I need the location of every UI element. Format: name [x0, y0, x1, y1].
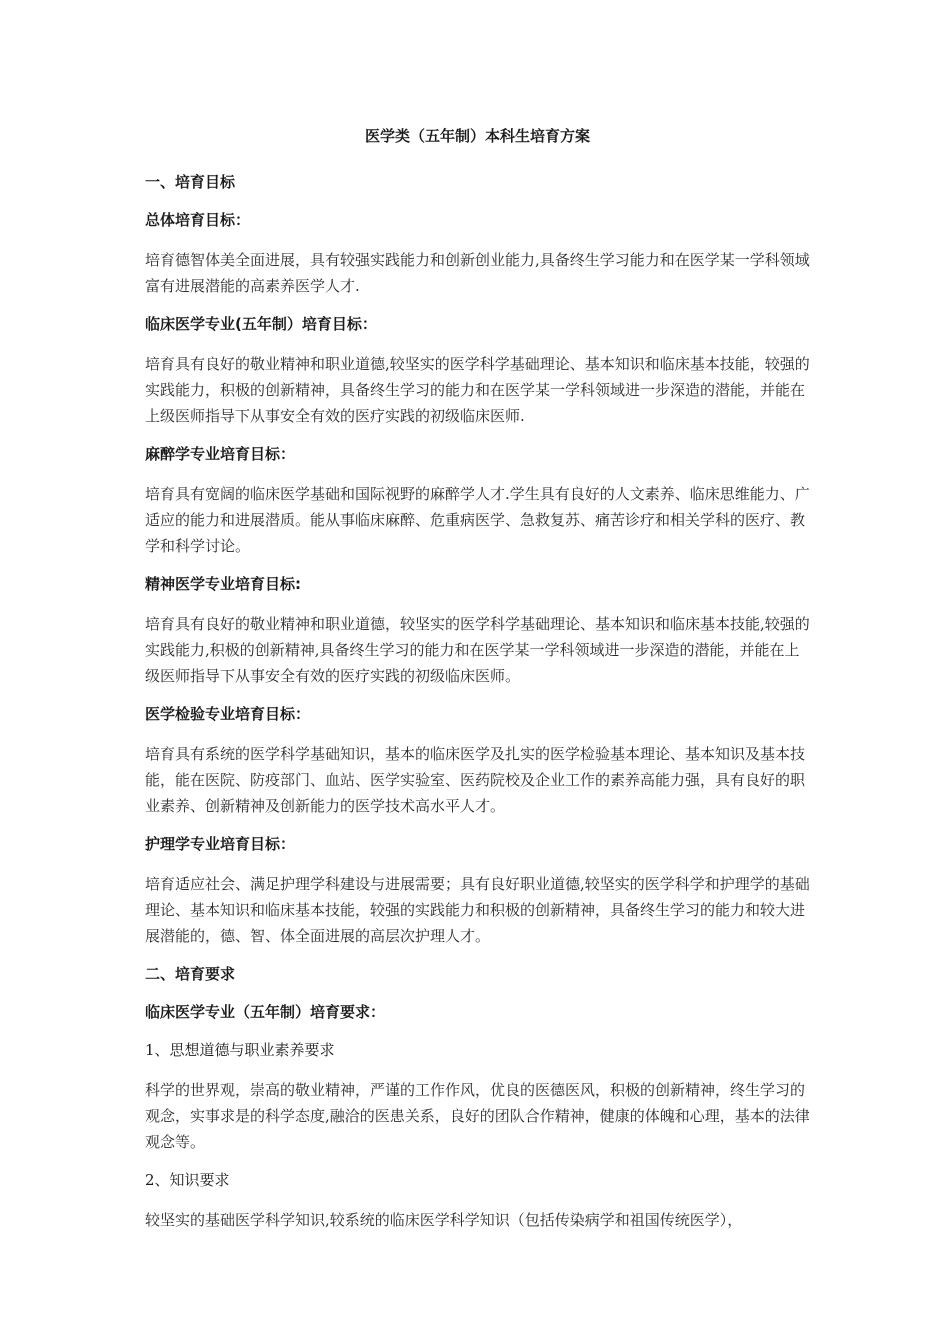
numbered-item-ethics: 1、思想道德与职业素养要求 — [145, 1041, 335, 1059]
section-heading-goals: 一、培育目标 — [145, 173, 236, 191]
paragraph-clinical-goal: 培育具有良好的敬业精神和职业道德,较坚实的医学科学基础理论、基本知识和临床基本技能，较强的实践能力，积极的创新精神，具备终生学习的能力和在医学某一学科领域进一步深造的潜能，并能在上级医师指导下从事安全有效的医疗实践的初级临床医师. — [145, 355, 810, 425]
paragraph-knowledge: 较坚实的基础医学科学知识,较系统的临床医学科学知识（包括传染病学和祖国传统医学）， — [145, 1211, 743, 1229]
paragraph-nursing-goal: 培育适应社会、满足护理学科建设与进展需要；具有良好职业道德,较坚实的医学科学和护理学的基础理论、基本知识和临床基本技能，较强的实践能力和积极的创新精神，具备终生学习的能力和较大进展潜能的，德、智、体全面进展的高层次护理人才。 — [145, 875, 810, 945]
subheading-clinical-requirements: 临床医学专业（五年制）培育要求： — [145, 1003, 386, 1021]
paragraph-lab-medicine-goal: 培育具有系统的医学科学基础知识，基本的临床医学及扎实的医学检验基本理论、基本知识及基本技能，能在医院、防疫部门、血站、医学实验室、医药院校及企业工作的素养高能力强，具有良好的职业素养、创新精神及创新能力的医学技术高水平人才。 — [145, 745, 806, 815]
document-body — [145, 125, 810, 1247]
subheading-psychiatry-goal: 精神医学专业培育目标: — [145, 575, 301, 593]
document-title: 医学类（五年制）本科生培育方案 — [364, 127, 590, 145]
paragraph-anesthesiology-goal: 培育具有宽阔的临床医学基础和国际视野的麻醉学人才.学生具有良好的人文素养、临床思维能力、广适应的能力和进展潜质。能从事临床麻醉、危重病医学、急救复苏、痛苦诊疗和相关学科的医疗、教学和科学讨论。 — [145, 485, 810, 555]
subheading-lab-medicine-goal: 医学检验专业培育目标： — [145, 705, 311, 723]
paragraph-psychiatry-goal: 培育具有良好的敬业精神和职业道德，较坚实的医学科学基础理论、基本知识和临床基本技能,较强的实践能力,积极的创新精神,具备终生学习的能力和在医学某一学科领域进一步深造的潜能，并能在上级医师指导下从事安全有效的医疗实践的初级临床医师。 — [145, 615, 810, 685]
subheading-nursing-goal: 护理学专业培育目标： — [145, 835, 296, 853]
subheading-overall-goal: 总体培育目标： — [145, 211, 251, 229]
numbered-item-knowledge: 2、知识要求 — [145, 1171, 230, 1189]
subheading-anesthesiology-goal: 麻醉学专业培育目标： — [145, 445, 296, 463]
subheading-clinical-goal: 临床医学专业(五年制）培育目标： — [145, 315, 377, 333]
section-heading-requirements: 二、培育要求 — [145, 965, 236, 983]
paragraph-ethics: 科学的世界观，崇高的敬业精神，严谨的工作作风，优良的医德医风，积极的创新精神，终生学习的观念，实事求是的科学态度,融洽的医患关系，良好的团队合作精神，健康的体魄和心理，基本的法律观念等。 — [145, 1081, 810, 1151]
paragraph-overall-goal: 培育德智体美全面进展，具有较强实践能力和创新创业能力,具备终生学习能力和在医学某一学科领域富有进展潜能的高素养医学人才. — [145, 251, 810, 295]
